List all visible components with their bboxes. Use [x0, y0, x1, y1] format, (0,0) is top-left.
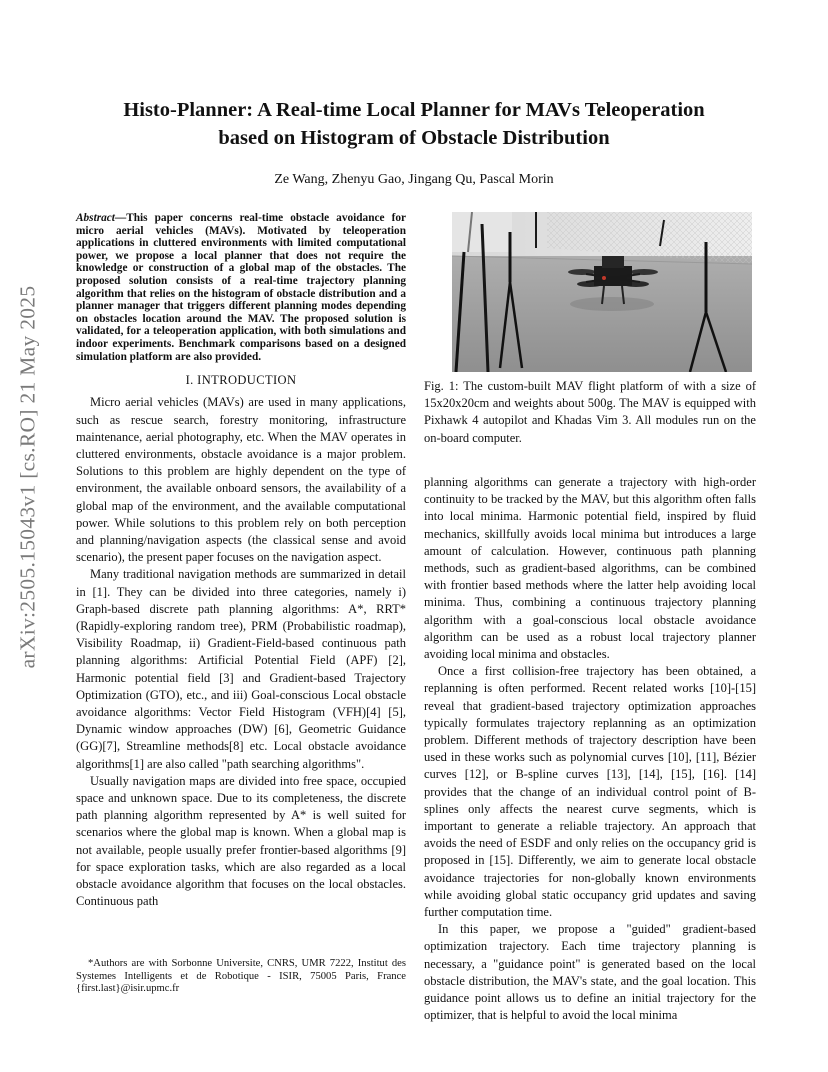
intro-paragraph-4: planning algorithms can generate a trajectory with high-order continuity to be tracked by the MAV, but this algorithm often falls into local minima. Harmonic potential field, inspired by fluid mechanics, skillfully avoids local minima but introduces a large amount of calculation. However, continuous path planning methods, such as gradient-based algorithms, can be combined with frontier based methods where the latter help avoiding local minima. Thus, combining a continuous trajectory planning algorithm with a goal-conscious local obstacle avoidance algorithm can be used as a robust local trajectory planner avoiding local minima and obstacles. [424, 475, 756, 662]
intro-paragraph-6: In this paper, we propose a "guided" gradient-based optimization trajectory. Each time trajectory planning is necessary, a "guidance point" is generated based on the local obstacle distribution, the MAV's state, and the goal location. This guidance point allows us to define an initial trajectory for the optimizer, that is helpful to avoid the local minima [424, 922, 756, 1023]
paper-title [60, 96, 768, 152]
abstract: Abstract—This paper concerns real-time obstacle avoidance for micro aerial vehicles (MAVs). Motivated by teleoperation applications in cluttered environments with limited computational power, we propose a local planner that does not require the knowledge or construction of a global map of the obstacles. The proposed solution consists of a real-time trajectory planning algorithm that relies on the histogram of obstacle distribution and a planner manager that triggers different planning modes depending on obstacles location around the MAV. The proposed solution is validated, for a teleoperation application, with both simulations and indoor experiments. Benchmark comparisons based on a designed simulation platform are also provided. [76, 212, 406, 363]
mav-platform-illustration [452, 212, 752, 372]
section-heading-introduction: I. INTRODUCTION [185, 373, 297, 388]
arxiv-identifier-text: arXiv:2505.15043v1 [cs.RO] 21 May 2025 [15, 285, 40, 669]
left-column [76, 212, 406, 910]
affiliation-footnote: *Authors are with Sorbonne Universite, CNRS, UMR 7222, Institut des Systemes Intelligents et de Robotique - ISIR, 75005 Paris, France {first.last}@isir.upmc.fr [76, 958, 406, 995]
intro-paragraph-5: Once a first collision-free trajectory has been obtained, a replanning is often performed. Recent related works [10]-[15] reveal that gradient-based trajectory optimization approaches typically formulates trajectory replanning as an optimization problem. Different methods of trajectory description have been used in these works such as polynomial curves [10], [11], Bézier curves [12], or B-spline curves [13], [14], [15], [16]. [14] provides that the change of an individual control point of B-splines only affects the nearest curve segments, which is important to generate a reliable trajectory. An approach that avoids the need of ESDF and only relies on the occupancy grid is proposed in [15]. Differently, we aim to generate local obstacle avoidance trajectories for non-globally known environments while avoiding global static occupancy grid updates and saving further computation time. [424, 664, 756, 920]
abstract-text: This paper concerns real-time obstacle avoidance for micro aerial vehicles (MAVs). Motivated by teleoperation applications in cluttered environments with limited computational power, we propose a local planner that does not require the knowledge or construction of a global map of the obstacles. The proposed solution consists of a real-time trajectory planning algorithm that relies on the histogram of obstacle distribution and a planner manager that triggers different planning modes depending on obstacles location around the MAV. The proposed solution is validated, for a teleoperation application, with both simulations and indoor experiments. Benchmark comparisons based on a designed simulation platform are also provided. [76, 212, 406, 363]
abstract-lead: Abstract [76, 212, 115, 224]
figure-1-caption: Fig. 1: The custom-built MAV flight platform of with a size of 15x20x20cm and weights about 500g. The MAV is equipped with Pixhawk 4 autopilot and Khadas Vim 3. All modules run on the on-board computer. [424, 379, 756, 445]
paper-title-line-1: Histo-Planner: A Real-time Local Planner for MAVs Teleoperation [123, 99, 705, 121]
right-column [424, 474, 756, 1025]
author-list: Ze Wang, Zhenyu Gao, Jingang Qu, Pascal Morin [274, 172, 554, 187]
intro-paragraph-2: Many traditional navigation methods are summarized in detail in [1]. They can be divided into three categories, namely i) Graph-based discrete path planning algorithms: A*, RRT* (Rapidly-exploring random tree), PRM (Probabilistic roadmap), Visibility Roadmap, ii) Gradient-Field-based continuous path planning algorithms: Artificial Potential Field (APF) [2], Harmonic potential field [3] and Gradient-based Trajectory Optimization (GTO), etc., and iii) Goal-conscious Local obstacle avoidance algorithms: Vector Field Histogram (VFH)[4] [5], Dynamic window approaches (DW) [6], Geometric Guidance (GG)[7], Streamline methods[8] etc. Local obstacle avoidance algorithms[1] are also called "path searching algorithms". [76, 567, 406, 771]
intro-paragraph-3: Usually navigation maps are divided into free space, occupied space and unknown space. Due to its completeness, the discrete path planning algorithm represented by A* is well suited for scenarios where the global map is known. When a global map is not available, people usually prefer frontier-based algorithms [9] for space exploration tasks, which are also regarded as a local obstacle avoidance algorithm that focuses on the local obstacles. Continuous path [76, 773, 406, 909]
intro-paragraph-1: Micro aerial vehicles (MAVs) are used in many applications, such as rescue search, forestry monitoring, infrastructure maintenance, aerial photography, etc. When the MAV operates in cluttered environments, obstacle avoidance is a major problem. Solutions to this problem are highly dependent on the type of environment, the available onboard sensors, the availability of a global map of the environment, and the available computational power. While solutions to this problem rely on both perception and planning/navigation aspects (the classical sense and avoid scenario), the present paper focuses on the navigation aspect. [76, 395, 406, 565]
arxiv-identifier [12, 285, 44, 669]
mav-platform-photo [452, 212, 752, 372]
paper-title-line-2: based on Histogram of Obstacle Distribution [218, 127, 610, 149]
